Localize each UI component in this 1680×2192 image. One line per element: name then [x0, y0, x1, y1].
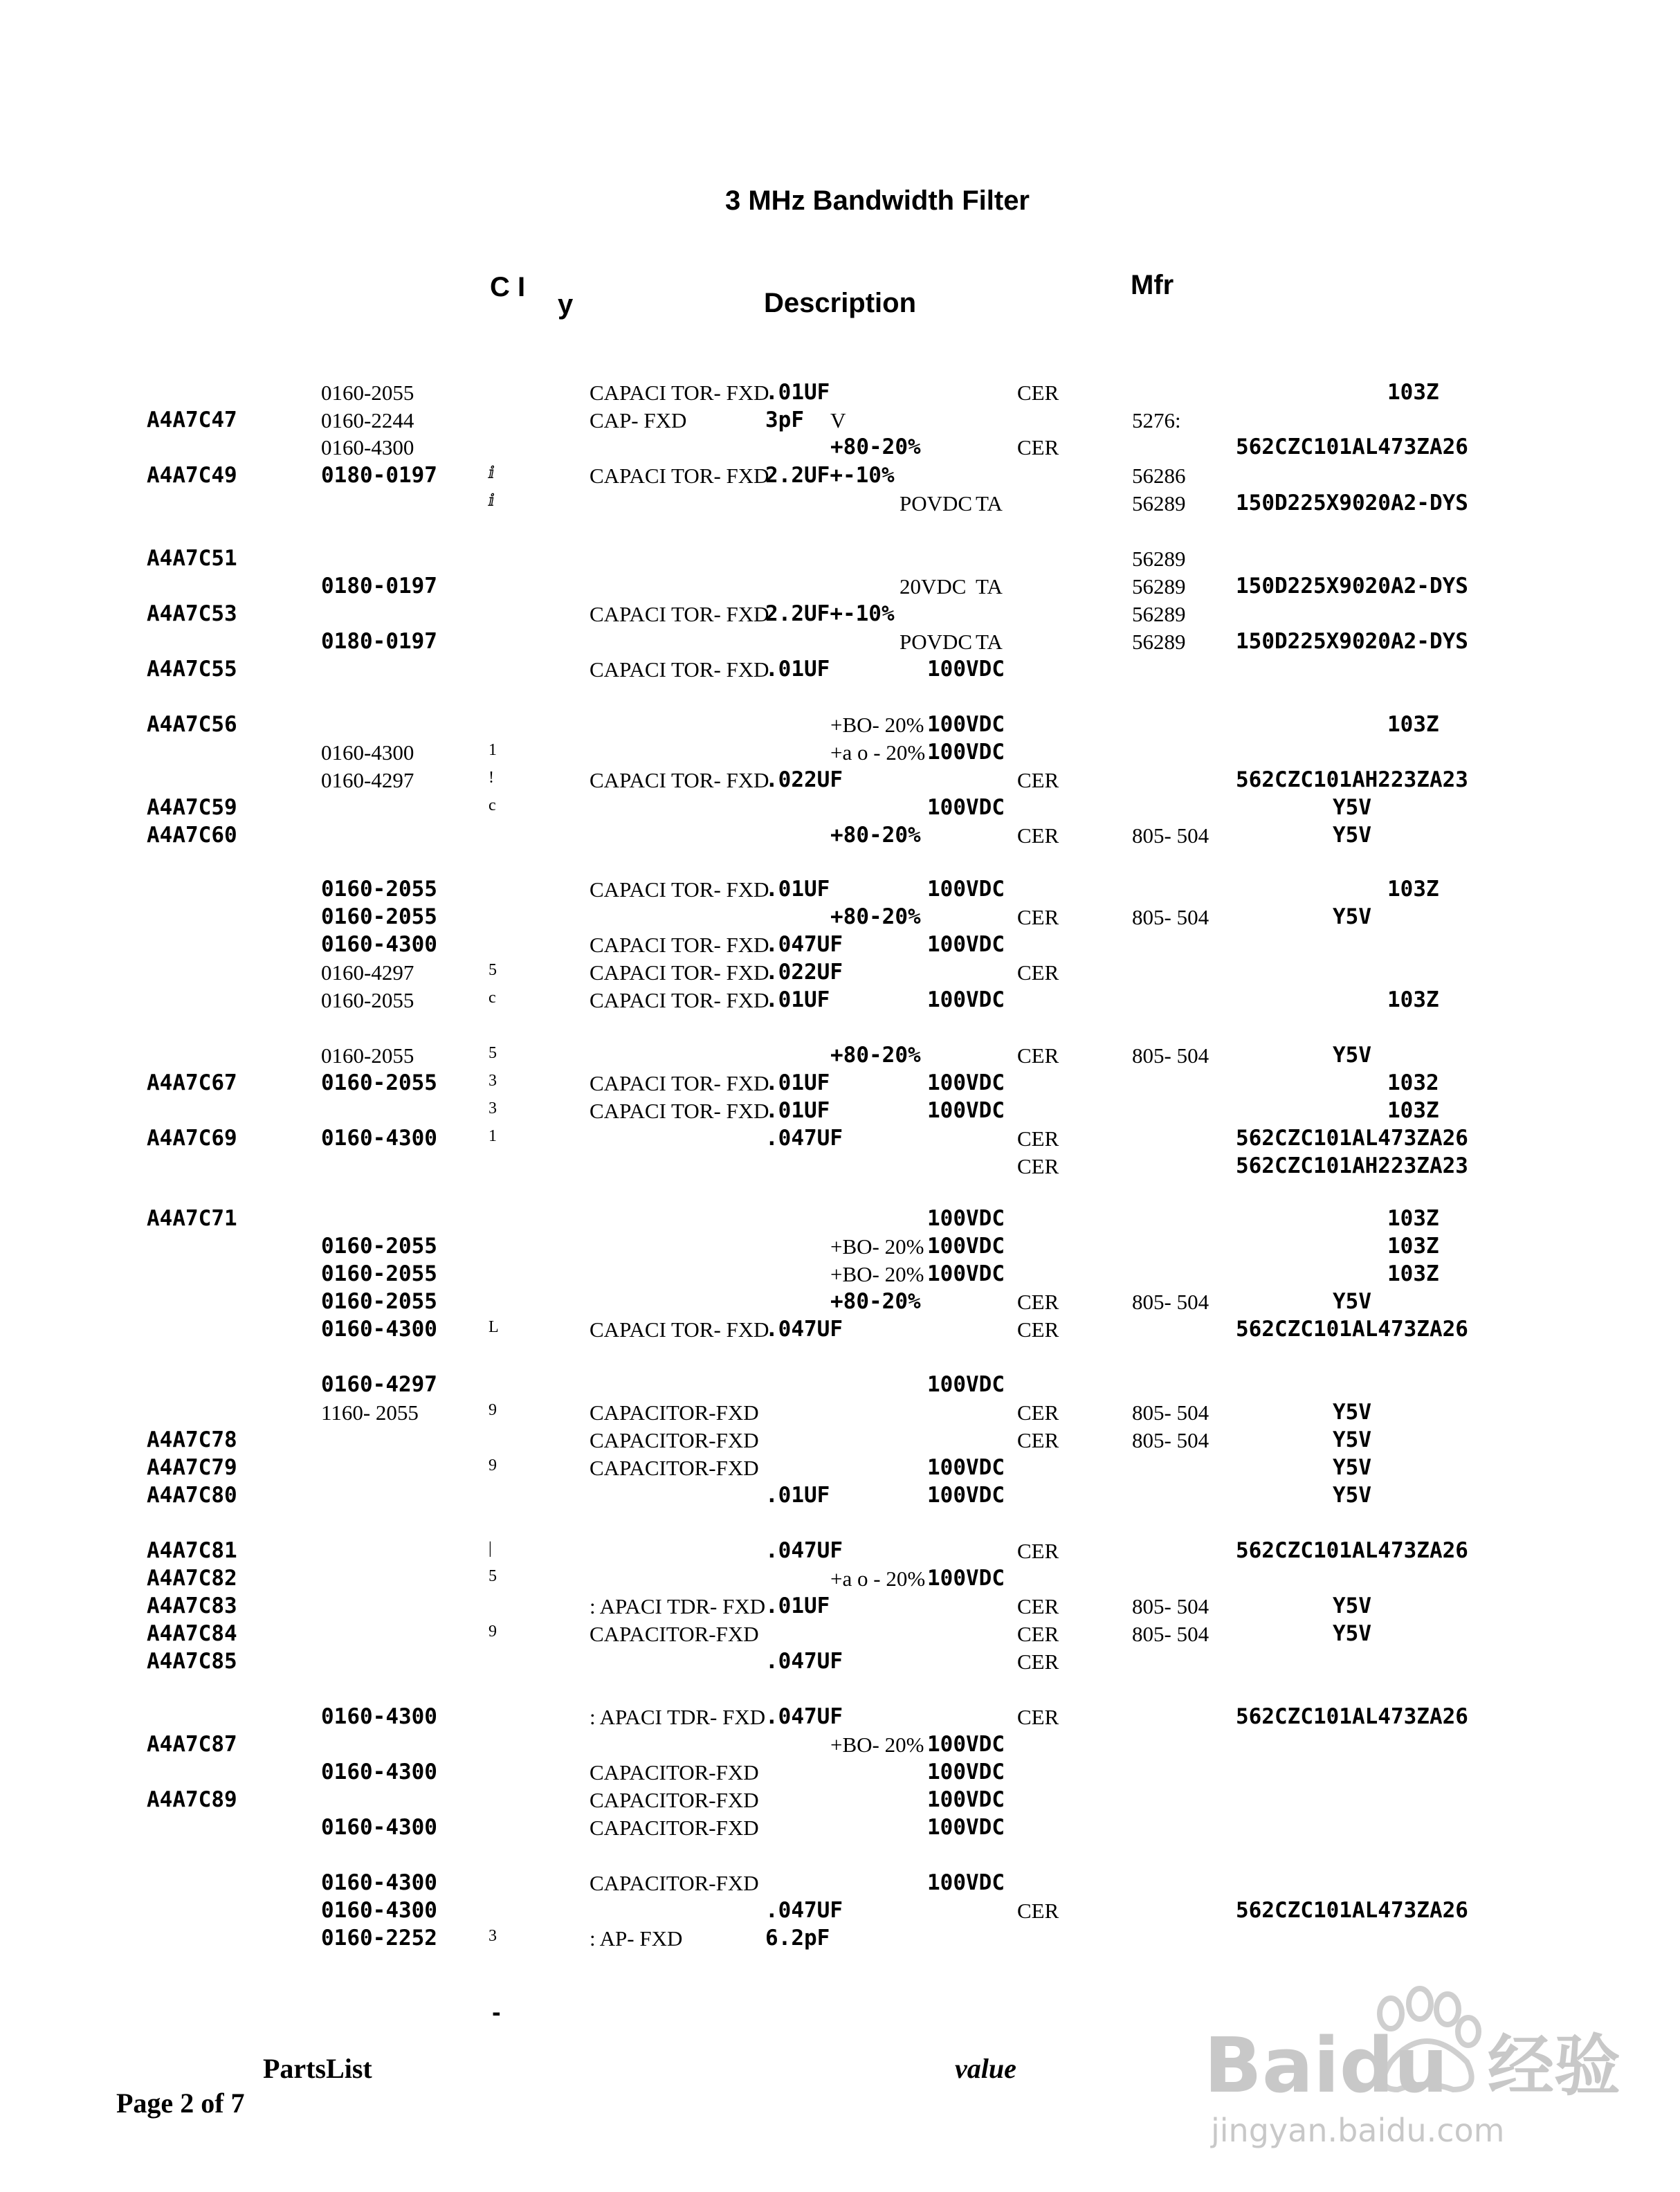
cell-tol: +BO- 20%	[830, 1262, 924, 1286]
cell-desc: CAPACI TOR- FXD	[590, 960, 769, 985]
cell-diel: CER	[1017, 381, 1059, 405]
cell-volt: 100VDC	[927, 795, 1005, 820]
cell-ref: A4A7C80	[147, 1483, 237, 1508]
cell-part: 0160-4300	[321, 1870, 437, 1895]
cell-desc: CAPACI TOR- FXD	[590, 464, 769, 488]
cell-volt: 100VDC	[927, 1566, 1005, 1591]
cell-val: .01UF	[765, 1070, 830, 1095]
cell-val: 6.2pF	[765, 1926, 830, 1951]
cell-part: 0160-4300	[321, 1704, 437, 1729]
cell-diel: CER	[1017, 823, 1059, 848]
cell-diel: CER	[1017, 1317, 1059, 1342]
cell-val: .022UF	[765, 767, 843, 792]
cell-part: 0160-4300	[321, 1760, 437, 1784]
cell-diel: CER	[1017, 1705, 1059, 1729]
cell-ref: A4A7C71	[147, 1206, 237, 1231]
cell-mfr: 805- 504	[1132, 1290, 1209, 1314]
cell-mpn: 103Z	[1387, 712, 1439, 737]
cell-mpn: Y5V	[1333, 904, 1371, 929]
cell-volt: 100VDC	[927, 1483, 1005, 1508]
cell-part: 0160-2055	[321, 1070, 437, 1095]
cell-mpn: Y5V	[1333, 1289, 1371, 1314]
cell-part: 0160-2055	[321, 1043, 414, 1068]
cell-mpn: Y5V	[1333, 1455, 1371, 1480]
cell-mfr: 805- 504	[1132, 1043, 1209, 1068]
cell-mpn: 562CZC101AH223ZA23	[1236, 767, 1468, 792]
cell-ref: A4A7C85	[147, 1649, 237, 1674]
cell-mfr: 805- 504	[1132, 1594, 1209, 1618]
cell-diel: CER	[1017, 768, 1059, 792]
cell-qty: 9	[489, 1456, 497, 1474]
cell-val: .01UF	[765, 1593, 830, 1618]
cell-qty: !	[489, 769, 494, 787]
cell-part: 0160-2055	[321, 904, 437, 929]
cell-mpn: Y5V	[1333, 823, 1371, 848]
cell-desc: CAPACI TOR- FXD	[590, 657, 769, 682]
cell-mfr: 5276:	[1132, 408, 1181, 432]
cell-qty: 5	[489, 961, 497, 979]
cell-ref: A4A7C60	[147, 823, 237, 848]
cell-tol: +BO- 20%	[830, 1234, 924, 1259]
cell-part: 0160-2055	[321, 1261, 437, 1286]
watermark-url: jingyan.baidu.com	[1211, 2112, 1505, 2149]
cell-ref: A4A7C53	[147, 601, 237, 626]
cell-mpn: 103Z	[1387, 1261, 1439, 1286]
cell-val: .047UF	[765, 1317, 843, 1342]
cell-diel: CER	[1017, 960, 1059, 985]
cell-val: .01UF	[765, 1483, 830, 1508]
cell-part: 0180-0197	[321, 629, 437, 654]
cell-part: 0160-2252	[321, 1926, 437, 1951]
baidu-watermark	[1204, 1986, 1620, 2149]
cell-diel: CER	[1017, 1043, 1059, 1068]
cell-desc: CAPACI TOR- FXD	[590, 877, 769, 902]
cell-part: 0160-4300	[321, 1815, 437, 1840]
watermark-brand: Baidu	[1204, 2021, 1448, 2110]
cell-part: 0160-4300	[321, 435, 414, 459]
cell-mfr: 56289	[1132, 630, 1186, 654]
cell-desc: CAPACITOR-FXD	[590, 1428, 759, 1452]
cell-val: .047UF	[765, 1649, 843, 1674]
cell-qty: 3	[489, 1099, 497, 1117]
cell-tol: +BO- 20%	[830, 713, 924, 737]
cell-ref: A4A7C79	[147, 1455, 237, 1480]
cell-mfr: 805- 504	[1132, 1622, 1209, 1646]
cell-qty: 1	[489, 741, 497, 759]
cell-qty: L	[489, 1318, 499, 1336]
cell-val: .01UF	[765, 987, 830, 1012]
cell-desc: : AP- FXD	[590, 1926, 683, 1951]
cell-ref: A4A7C51	[147, 546, 237, 571]
cell-mpn: 103Z	[1387, 1234, 1439, 1259]
cell-val: .01UF	[765, 877, 830, 902]
cell-desc: CAPACITOR-FXD	[590, 1788, 759, 1812]
cell-part: 1160- 2055	[321, 1400, 419, 1425]
cell-part: 0160-2055	[321, 988, 414, 1012]
cell-qty: 3	[489, 1072, 497, 1090]
cell-volt: 100VDC	[927, 1760, 1005, 1784]
cell-part: 0160-4300	[321, 932, 437, 957]
cell-volt: POVDC	[900, 491, 973, 515]
cell-desc: CAPACI TOR- FXD	[590, 1317, 769, 1342]
cell-ref: A4A7C69	[147, 1126, 237, 1151]
cell-desc: CAPACITOR-FXD	[590, 1622, 759, 1646]
cell-desc: : APACI TDR- FXD	[590, 1594, 766, 1618]
cell-desc: CAPACI TOR- FXD	[590, 1099, 769, 1123]
cell-tol: +BO- 20%	[830, 1733, 924, 1757]
cell-volt: 100VDC	[927, 657, 1005, 682]
cell-part: 0160-4300	[321, 740, 414, 765]
cell-diel: TA	[976, 491, 1003, 515]
cell-volt: 100VDC	[927, 1234, 1005, 1259]
cell-part: 0160-4297	[321, 1372, 437, 1397]
parts-list-label: PartsList	[263, 2053, 372, 2084]
cell-desc: CAPACITOR-FXD	[590, 1760, 759, 1784]
cell-ref: A4A7C47	[147, 408, 237, 432]
cell-part: 0160-4300	[321, 1126, 437, 1151]
cell-mpn: 562CZC101AH223ZA23	[1236, 1153, 1468, 1178]
value-label: value	[955, 2053, 1016, 2084]
cell-desc: CAPACI TOR- FXD	[590, 768, 769, 792]
cell-mfr: 805- 504	[1132, 1428, 1209, 1452]
cell-part: 0160-4297	[321, 960, 414, 985]
cell-desc: CAPACI TOR- FXD	[590, 933, 769, 957]
cell-mpn: 562CZC101AL473ZA26	[1236, 1126, 1468, 1151]
cell-mpn: 150D225X9020A2-DYS	[1236, 629, 1468, 654]
cell-diel: CER	[1017, 1594, 1059, 1618]
cell-mpn: 150D225X9020A2-DYS	[1236, 574, 1468, 599]
cell-mpn: 562CZC101AL473ZA26	[1236, 435, 1468, 459]
cell-volt: 100VDC	[927, 1261, 1005, 1286]
cell-mpn: Y5V	[1333, 1043, 1371, 1068]
cell-ref: A4A7C84	[147, 1621, 237, 1646]
cell-qty: 3	[489, 1927, 497, 1945]
cell-mpn: 103Z	[1387, 1098, 1439, 1123]
cell-ref: A4A7C89	[147, 1787, 237, 1812]
cell-ref: A4A7C82	[147, 1566, 237, 1591]
cell-volt: 100VDC	[927, 1732, 1005, 1757]
cell-desc: : APACI TDR- FXD	[590, 1705, 766, 1729]
cell-tol: +80-20%	[830, 435, 921, 459]
cell-desc: CAPACITOR-FXD	[590, 1456, 759, 1480]
cell-ref: A4A7C56	[147, 712, 237, 737]
cell-val: .047UF	[765, 1538, 843, 1563]
cell-diel: CER	[1017, 1290, 1059, 1314]
cell-ref: A4A7C49	[147, 463, 237, 488]
cell-mfr: 56289	[1132, 574, 1186, 599]
cell-val: 2.2UF+-10%	[765, 601, 895, 626]
cell-mpn: 103Z	[1387, 1206, 1439, 1231]
cell-val: .01UF	[765, 380, 830, 405]
cell-volt: 20VDC	[900, 574, 967, 599]
cell-diel: CER	[1017, 1539, 1059, 1563]
cell-val: .01UF	[765, 657, 830, 682]
cell-tol: +80-20%	[830, 1289, 921, 1314]
cell-desc: CAPACITOR-FXD	[590, 1871, 759, 1895]
cell-volt: 100VDC	[927, 1372, 1005, 1397]
cell-desc: CAPACI TOR- FXD	[590, 988, 769, 1012]
stray-mark: -	[490, 2001, 503, 2026]
mfr-header: Mfr	[1131, 270, 1174, 300]
cell-mfr: 805- 504	[1132, 905, 1209, 929]
cell-volt: 100VDC	[927, 987, 1005, 1012]
cell-part: 0160-2055	[321, 877, 437, 902]
cell-mpn: 562CZC101AL473ZA26	[1236, 1704, 1468, 1729]
cell-ref: A4A7C78	[147, 1427, 237, 1452]
cell-qty: 1	[489, 1127, 497, 1145]
cell-volt: 100VDC	[927, 877, 1005, 902]
cell-diel: CER	[1017, 1126, 1059, 1151]
cell-part: 0160-2055	[321, 1289, 437, 1314]
cell-desc: CAPACI TOR- FXD	[590, 1071, 769, 1095]
cell-part: 0180-0197	[321, 574, 437, 599]
cell-tol: +80-20%	[830, 823, 921, 848]
cell-part: 0180-0197	[321, 463, 437, 488]
watermark-cn: 经验	[1488, 2027, 1620, 2105]
page-number: Page 2 of 7	[116, 2088, 245, 2119]
cell-diel: CER	[1017, 1400, 1059, 1425]
cell-volt: 100VDC	[927, 1870, 1005, 1895]
cell-val: .047UF	[765, 1898, 843, 1923]
cell-volt: 100VDC	[927, 740, 1005, 765]
cell-tol: +80-20%	[830, 904, 921, 929]
cell-mpn: 103Z	[1387, 987, 1439, 1012]
cell-diel: CER	[1017, 1622, 1059, 1646]
cell-mpn: 103Z	[1387, 380, 1439, 405]
cell-mpn: Y5V	[1333, 1427, 1371, 1452]
cell-part: 0160-4300	[321, 1317, 437, 1342]
cell-tol: +80-20%	[830, 1043, 921, 1068]
cell-val: 3pF	[765, 408, 804, 432]
cell-part: 0160-2055	[321, 1234, 437, 1259]
cell-volt: 100VDC	[927, 1070, 1005, 1095]
cell-desc: CAPACI TOR- FXD	[590, 381, 769, 405]
cell-val: .022UF	[765, 960, 843, 985]
cell-val: 2.2UF+-10%	[765, 463, 895, 488]
cell-mfr: 805- 504	[1132, 823, 1209, 848]
cell-tol: +a o - 20%	[830, 1567, 926, 1591]
cell-part: 0160-4297	[321, 768, 414, 792]
cell-diel: CER	[1017, 1899, 1059, 1923]
cell-qty: 5	[489, 1044, 497, 1062]
cell-ref: A4A7C87	[147, 1732, 237, 1757]
cell-mfr: 56289	[1132, 491, 1186, 515]
page-title: 3 MHz Bandwidth Filter	[725, 185, 1030, 216]
cell-ref: A4A7C81	[147, 1538, 237, 1563]
cell-mfr: 56289	[1132, 602, 1186, 626]
cell-val: .047UF	[765, 932, 843, 957]
cell-diel: CER	[1017, 1154, 1059, 1178]
cell-val: .047UF	[765, 1126, 843, 1151]
cell-mpn: 562CZC101AL473ZA26	[1236, 1898, 1468, 1923]
cell-qty: c	[489, 796, 496, 814]
description-header: Description	[764, 288, 917, 318]
cell-mpn: 150D225X9020A2-DYS	[1236, 491, 1468, 515]
cell-mpn: Y5V	[1333, 1483, 1371, 1508]
cell-diel: CER	[1017, 1650, 1059, 1674]
cell-mpn: 562CZC101AL473ZA26	[1236, 1538, 1468, 1563]
cell-volt: 100VDC	[927, 1815, 1005, 1840]
cell-mfr: 56289	[1132, 547, 1186, 571]
cell-mpn: 562CZC101AL473ZA26	[1236, 1317, 1468, 1342]
cell-diel: TA	[976, 574, 1003, 599]
cell-diel: CER	[1017, 905, 1059, 929]
cell-ref: A4A7C55	[147, 657, 237, 682]
cell-volt: 100VDC	[927, 1206, 1005, 1231]
cell-volt: 100VDC	[927, 1098, 1005, 1123]
cell-ref: A4A7C67	[147, 1070, 237, 1095]
qty-header-part2: y	[558, 289, 574, 320]
cell-mpn: Y5V	[1333, 795, 1371, 820]
cell-desc: CAPACI TOR- FXD	[590, 602, 769, 626]
cell-qty: ⅈ	[489, 464, 495, 482]
cell-diel: TA	[976, 630, 1003, 654]
cell-mpn: Y5V	[1333, 1621, 1371, 1646]
cell-volt: POVDC	[900, 630, 973, 654]
cell-qty: ⅈ	[489, 492, 495, 510]
cell-ref: A4A7C59	[147, 795, 237, 820]
cell-qty: 5	[489, 1567, 497, 1585]
cell-part: 0160-4300	[321, 1898, 437, 1923]
cell-qty: |	[489, 1540, 492, 1558]
cell-part: 0160-2244	[321, 408, 414, 432]
cell-mpn: 1032	[1387, 1070, 1439, 1095]
cell-qty: c	[489, 989, 496, 1007]
cell-mpn: Y5V	[1333, 1400, 1371, 1425]
cell-desc: CAPACITOR-FXD	[590, 1400, 759, 1425]
cell-desc: CAP- FXD	[590, 408, 687, 432]
cell-volt: 100VDC	[927, 1455, 1005, 1480]
cell-volt: 100VDC	[927, 932, 1005, 957]
cell-mpn: Y5V	[1333, 1593, 1371, 1618]
cell-val: .047UF	[765, 1704, 843, 1729]
cell-part: 0160-2055	[321, 381, 414, 405]
cell-diel: CER	[1017, 1428, 1059, 1452]
cell-mfr: 805- 504	[1132, 1400, 1209, 1425]
cell-desc: CAPACITOR-FXD	[590, 1816, 759, 1840]
cell-qty: 9	[489, 1401, 497, 1419]
cell-ref: A4A7C83	[147, 1593, 237, 1618]
cell-val: .01UF	[765, 1098, 830, 1123]
cell-tol: +a o - 20%	[830, 740, 926, 765]
qty-header-part1: C I	[490, 272, 526, 302]
cell-qty: 9	[489, 1623, 497, 1641]
cell-mfr: 56286	[1132, 464, 1186, 488]
cell-volt: 100VDC	[927, 712, 1005, 737]
cell-diel: CER	[1017, 435, 1059, 459]
cell-tol: V	[830, 408, 846, 432]
cell-volt: 100VDC	[927, 1787, 1005, 1812]
cell-mpn: 103Z	[1387, 877, 1439, 902]
